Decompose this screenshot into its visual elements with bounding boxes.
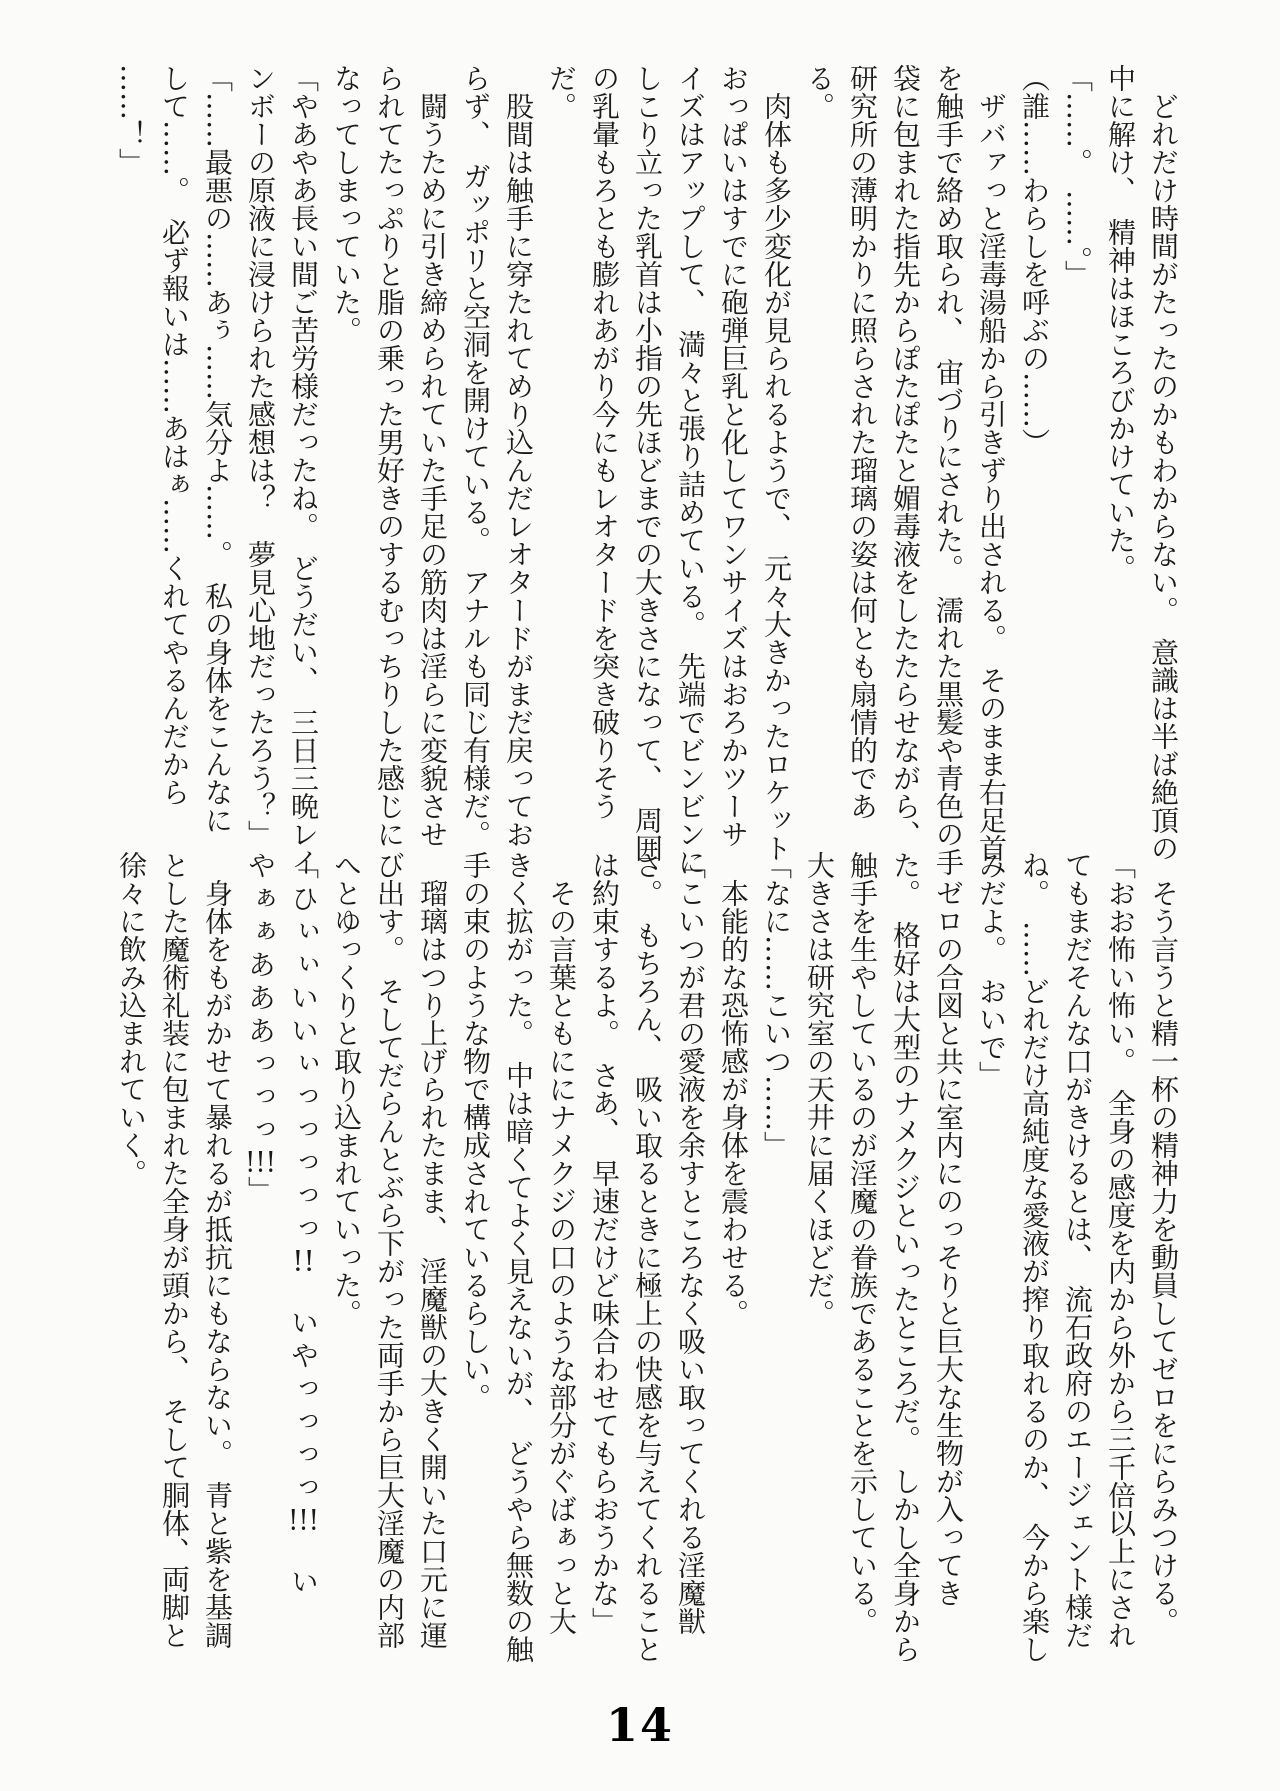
exclamation-cluster: !! <box>292 1247 315 1275</box>
exclamation-cluster: !!! <box>245 1148 276 1176</box>
text-line: 「……。 ……。」 <box>1061 64 1094 288</box>
text-line: そう言うと精一杯の精神力を動員してゼロをにらみつける。 <box>1147 851 1180 1635</box>
text-line: られてたっぷりと脂の乗った男好きのするむっちりした感じに <box>373 64 406 848</box>
text-line: しこり立った乳首は小指の先ほどまでの大きさになって、 周囲 <box>631 64 664 862</box>
text-line: して……。 必ず報いは……あはぁ……くれてやるんだから <box>158 64 191 806</box>
text-line: ……！」 <box>115 64 148 176</box>
text-line: だ。 <box>545 64 578 120</box>
text-line: 「なに……こいつ……」 <box>760 851 793 1159</box>
text-line: 闘うために引き締められていた手足の筋肉は淫らに変貌させ <box>416 64 449 848</box>
text-line: イズはアップして、 満々と張り詰めている。 先端でビンビンに <box>674 64 707 876</box>
text-line: へとゆっくりと取り込まれていった。 <box>330 851 363 1327</box>
text-line: ね。 ……どれだけ高純度な愛液が搾り取れるのか、 今から楽し <box>1018 851 1051 1663</box>
text-line: 股間は触手に穿たれてめり込んだレオタードがまだ戻ってお <box>502 64 535 848</box>
text-line: 「ひぃぃいいぃっっっっっ!! いやっっっっ!!! い <box>287 851 320 1600</box>
exclamation-cluster: !!! <box>288 1506 319 1534</box>
text-line: 手の束のような物で構成されているらしい。 <box>459 851 492 1411</box>
page-number: 14 <box>605 1698 674 1752</box>
text-line: 徐々に飲み込まれていく。 <box>115 851 148 1187</box>
text-line: てもまだそんな口がきけるとは、 流石政府のエージェント様だ <box>1061 851 1094 1649</box>
text-line: 「……最悪の……あぅ……気分よ……。 私の身体をこんなに <box>201 64 234 834</box>
text-line: 中に解け、 精神はほころびかけていた。 <box>1104 64 1137 582</box>
lower-text-block <box>110 851 1185 1663</box>
text-line: ゼロの合図と共に室内にのっそりと巨大な生物が入ってき <box>932 851 965 1607</box>
text-line: 身体をもがかせて暴れるが抵抗にもならない。 青と紫を基調 <box>201 851 234 1649</box>
text-line: 「やあやあ長い間ご苦労様だったね。 どうだい、 三日三晩レイ <box>287 64 320 876</box>
text-line: る。 <box>803 64 836 120</box>
text-line: みだよ。 おいで」 <box>975 851 1008 1089</box>
text-line: た。 格好は大型のナメクジといったところだ。 しかし全身から <box>889 851 922 1663</box>
text-line: 袋に包まれた指先からぽたぽたと媚毒液をしたたらせながら、 <box>889 64 922 848</box>
text-line: を触手で絡め取られ、 宙づりにされた。 濡れた黒髪や青色の手 <box>932 64 965 876</box>
text-line: 本能的な恐怖感が身体を震わせる。 <box>717 851 750 1327</box>
text-line: どれだけ時間がたったのかもわからない。 意識は半ば絶頂の <box>1147 64 1180 862</box>
text-line: 触手を生やしているのが淫魔の眷族であることを示している。 <box>846 851 879 1635</box>
text-line: おっぱいはすでに砲弾巨乳と化してワンサイズはおろかツーサ <box>717 64 750 848</box>
text-line: は約束するよ。 さあ、 早速だけど味合わせてもらおうかな」 <box>588 851 621 1635</box>
text-line: 肉体も多少変化が見られるようで、 元々大きかったロケット <box>760 64 793 862</box>
text-line: さ。 もちろん、 吸い取るときに極上の快感を与えてくれること <box>631 851 664 1663</box>
text-line: なってしまっていた。 <box>330 64 363 344</box>
text-line: ンボーの原液に浸けられた感想は？ 夢見心地だったろう？」 <box>244 64 277 848</box>
text-line: 瑠璃はつり上げられたまま、 淫魔獣の大きく開いた口元に運 <box>416 851 449 1649</box>
text-line: の乳暈もろとも膨れあがり今にもレオタードを突き破りそう <box>588 64 621 820</box>
text-line: ザバァっと淫毒湯船から引きずり出される。 そのまま右足首 <box>975 64 1008 862</box>
text-line: やぁぁあああっっっ!!!」 <box>244 851 277 1209</box>
text-line: 「こいつが君の愛液を余すところなく吸い取ってくれる淫魔獣 <box>674 851 707 1635</box>
text-line: らず、 ガッポリと空洞を開けている。 アナルも同じ有様だ。 <box>459 64 492 848</box>
text-line: その言葉ともににナメクジの口のような部分がぐばぁっと大 <box>545 851 578 1635</box>
text-line: び出す。 そしてだらんとぶら下がった両手から巨大淫魔の内部 <box>373 851 406 1649</box>
text-line: きく拡がった。 中は暗くてよく見えないが、 どうやら無数の触 <box>502 851 535 1663</box>
text-line: 研究所の薄明かりに照らされた瑠璃の姿は何とも扇情的であ <box>846 64 879 820</box>
text-line: とした魔術礼装に包まれた全身が頭から、 そして胴体、両脚と <box>158 851 191 1649</box>
upper-text-block <box>110 64 1185 876</box>
text-line: 「おお怖い怖い。 全身の感度を内から外から三千倍以上にされ <box>1104 851 1137 1649</box>
text-line: 大きさは研究室の天井に届くほどだ。 <box>803 851 836 1327</box>
text-line: （誰……わらしを呼ぶの……） <box>1018 64 1051 456</box>
